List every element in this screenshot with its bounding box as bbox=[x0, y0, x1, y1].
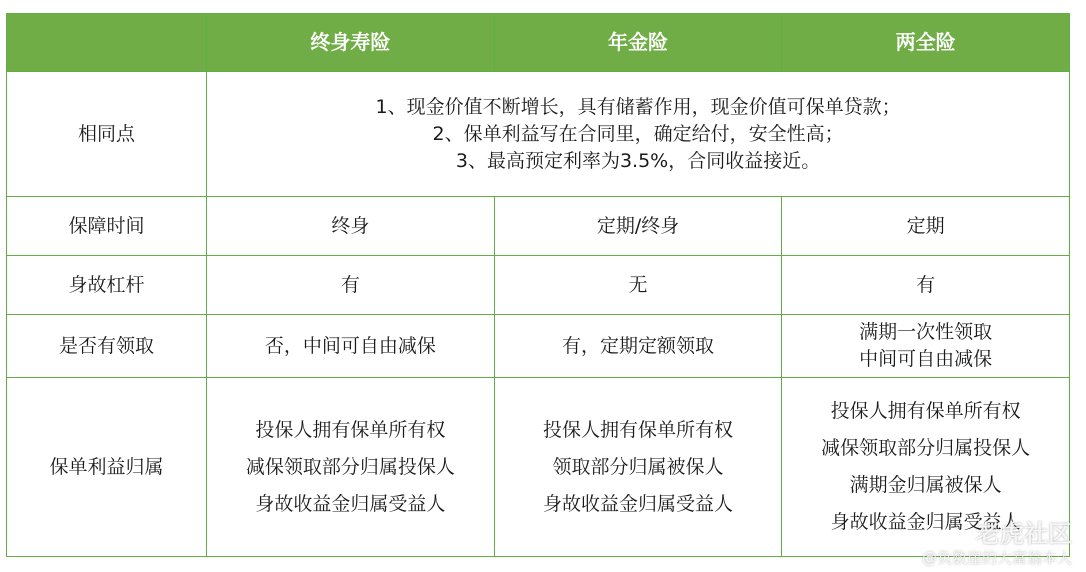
cell-line: 有，定期定额领取 bbox=[562, 334, 715, 357]
cell-line: 投保人拥有保单所有权 bbox=[830, 400, 1021, 422]
similarity-line: 2、保单利益写在合同里，确定给付，安全性高； bbox=[432, 122, 844, 145]
cell-line: 中间可自由减保 bbox=[859, 348, 993, 370]
watermark-title: 老虎社区 bbox=[976, 520, 1072, 548]
table-cell bbox=[782, 378, 1070, 557]
header-endowment-insurance: 两全险 bbox=[782, 14, 1070, 72]
row-coverage-period bbox=[7, 197, 1070, 256]
watermark-subtitle: @负数崖的大富翁本人 bbox=[921, 549, 1072, 567]
row-label-death-leverage: 身故杠杆 bbox=[7, 256, 207, 315]
cell-line: 否，中间可自由减保 bbox=[264, 334, 436, 357]
cell-line: 满期一次性领取 bbox=[859, 321, 993, 343]
table-cell: 有 bbox=[782, 256, 1070, 315]
table-cell: 有 bbox=[207, 256, 495, 315]
cell-line: 减保领取部分归属投保人 bbox=[821, 437, 1031, 459]
table-cell bbox=[207, 378, 495, 557]
comparison-table bbox=[6, 13, 1070, 557]
cell-line: 身故收益金归属受益人 bbox=[255, 492, 446, 515]
header-annuity-insurance: 年金险 bbox=[494, 14, 782, 72]
header-corner-cell bbox=[7, 14, 207, 72]
cell-line: 投保人拥有保单所有权 bbox=[255, 418, 446, 441]
row-label-coverage-period: 保障时间 bbox=[7, 197, 207, 256]
row-payout bbox=[7, 315, 1070, 378]
table-cell bbox=[494, 315, 782, 378]
cell-line: 满期金归属被保人 bbox=[849, 474, 1002, 496]
cell-line: 减保领取部分归属投保人 bbox=[245, 455, 455, 478]
similarity-line: 3、最高预定利率为3.5%，合同收益接近。 bbox=[455, 149, 821, 172]
header-row bbox=[7, 14, 1070, 72]
similarities-cell bbox=[207, 72, 1070, 197]
row-similarities bbox=[7, 72, 1070, 197]
row-label-similarities: 相同点 bbox=[7, 72, 207, 197]
cell-line: 投保人拥有保单所有权 bbox=[543, 418, 734, 441]
table-cell bbox=[782, 315, 1070, 378]
row-label-policy-benefit-ownership: 保单利益归属 bbox=[7, 378, 207, 557]
row-death-leverage bbox=[7, 256, 1070, 315]
table-cell: 定期 bbox=[782, 197, 1070, 256]
cell-line: 领取部分归属被保人 bbox=[552, 455, 724, 478]
table-cell: 定期/终身 bbox=[494, 197, 782, 256]
row-policy-benefit-ownership bbox=[7, 378, 1070, 557]
header-whole-life-insurance: 终身寿险 bbox=[207, 14, 495, 72]
table-cell bbox=[494, 378, 782, 557]
table-cell: 无 bbox=[494, 256, 782, 315]
cell-line: 身故收益金归属受益人 bbox=[543, 492, 734, 515]
cell-line: 身故收益金归属受益人 bbox=[830, 511, 1021, 533]
similarity-line: 1、现金价值不断增长，具有储蓄作用，现金价值可保单贷款； bbox=[375, 95, 901, 118]
table-cell: 终身 bbox=[207, 197, 495, 256]
row-label-payout: 是否有领取 bbox=[7, 315, 207, 378]
table-cell bbox=[207, 315, 495, 378]
